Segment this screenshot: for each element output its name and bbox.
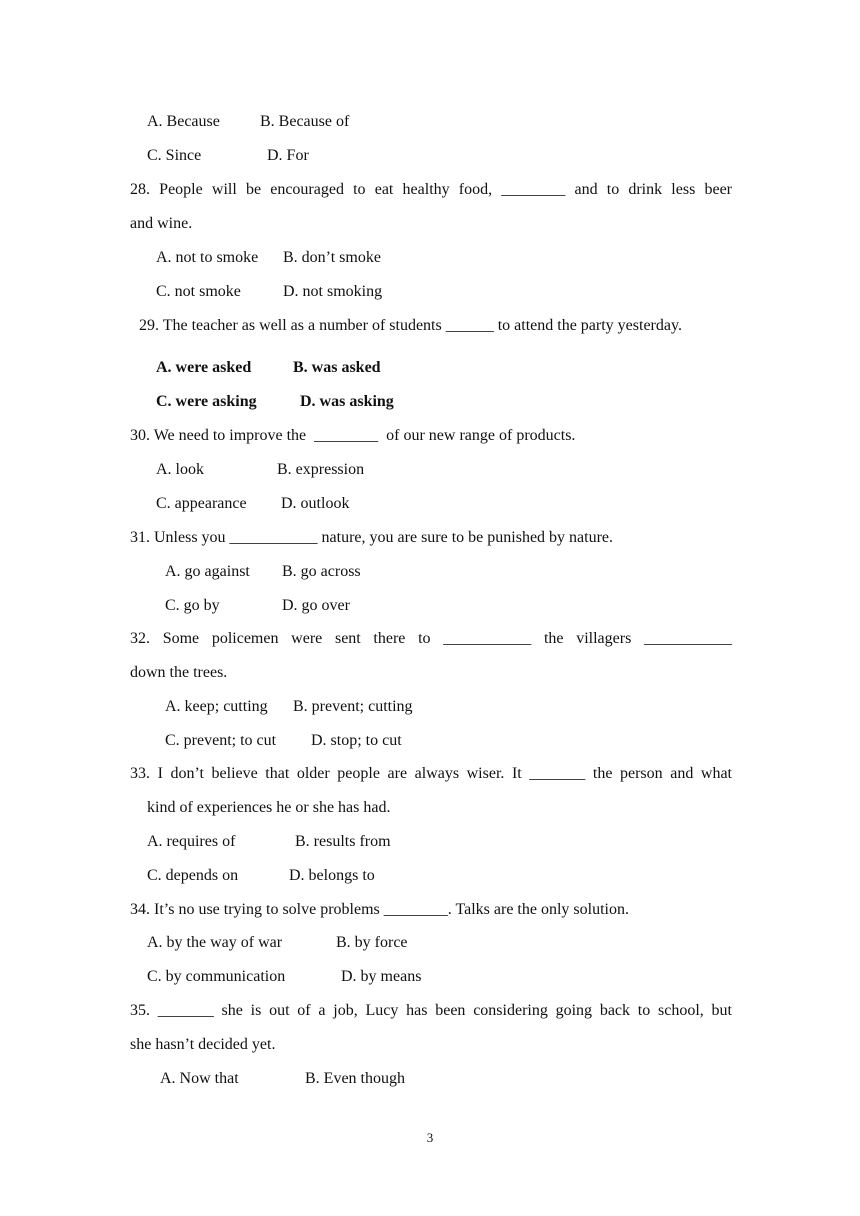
q30-option-c: C. appearance — [156, 495, 247, 512]
q28-option-c: C. not smoke — [156, 283, 241, 300]
q27-option-b: B. Because of — [260, 113, 350, 130]
q32-option-c: C. prevent; to cut — [165, 732, 277, 749]
q29-option-a: A. were asked — [156, 359, 252, 376]
q33-option-d: D. belongs to — [289, 867, 375, 884]
q28-option-a: A. not to smoke — [156, 249, 259, 266]
q35-stem-line1: 35. _______ she is out of a job, Lucy has been considering going back to school, but — [130, 1002, 732, 1019]
q28-stem-line1: 28. People will be encouraged to eat healthy food, ________ and to drink less beer — [130, 181, 732, 198]
q30-option-d: D. outlook — [281, 495, 350, 512]
q27-option-c: C. Since — [147, 147, 202, 164]
q34-option-d: D. by means — [341, 968, 422, 985]
q28-option-b: B. don’t smoke — [283, 249, 381, 266]
q32-stem-line2: down the trees. — [130, 664, 228, 681]
q28-stem-line2: and wine. — [130, 215, 193, 232]
q29-option-c: C. were asking — [156, 393, 257, 410]
q31-stem: 31. Unless you ___________ nature, you are sure to be punished by nature. — [130, 529, 614, 546]
page-number: 3 — [426, 1130, 434, 1145]
q29-stem: 29. The teacher as well as a number of students ______ to attend the party yesterday. — [139, 317, 682, 334]
q27-option-d: D. For — [267, 147, 309, 164]
q29-option-d: D. was asking — [300, 393, 394, 410]
q33-option-b: B. results from — [295, 833, 391, 850]
q32-option-d: D. stop; to cut — [311, 732, 402, 749]
q30-option-a: A. look — [156, 461, 204, 478]
q30-stem: 30. We need to improve the ________ of our new range of products. — [130, 427, 576, 444]
q33-option-a: A. requires of — [147, 833, 236, 850]
q33-stem-line2: kind of experiences he or she has had. — [147, 799, 391, 816]
q27-option-a: A. Because — [147, 113, 220, 130]
q31-option-d: D. go over — [282, 597, 350, 614]
q33-stem-line1: 33. I don’t believe that older people are always wiser. It _______ the person and what — [130, 765, 732, 782]
q34-option-a: A. by the way of war — [147, 934, 283, 951]
q33-option-c: C. depends on — [147, 867, 239, 884]
q31-option-c: C. go by — [165, 597, 220, 614]
q35-stem-line2: she hasn’t decided yet. — [130, 1036, 276, 1053]
q34-option-b: B. by force — [336, 934, 408, 951]
q35-option-a: A. Now that — [160, 1070, 239, 1087]
q32-stem-line1: 32. Some policemen were sent there to ___________ the villagers ___________ — [130, 630, 732, 647]
q30-option-b: B. expression — [277, 461, 365, 478]
q29-option-b: B. was asked — [293, 359, 381, 376]
q34-stem: 34. It’s no use trying to solve problems ________. Talks are the only solution. — [130, 901, 629, 918]
q35-option-b: B. Even though — [305, 1070, 405, 1087]
q28-option-d: D. not smoking — [283, 283, 383, 300]
q31-option-a: A. go against — [165, 563, 250, 580]
q34-option-c: C. by communication — [147, 968, 286, 985]
q32-option-b: B. prevent; cutting — [293, 698, 413, 715]
q31-option-b: B. go across — [282, 563, 361, 580]
q32-option-a: A. keep; cutting — [165, 698, 268, 715]
